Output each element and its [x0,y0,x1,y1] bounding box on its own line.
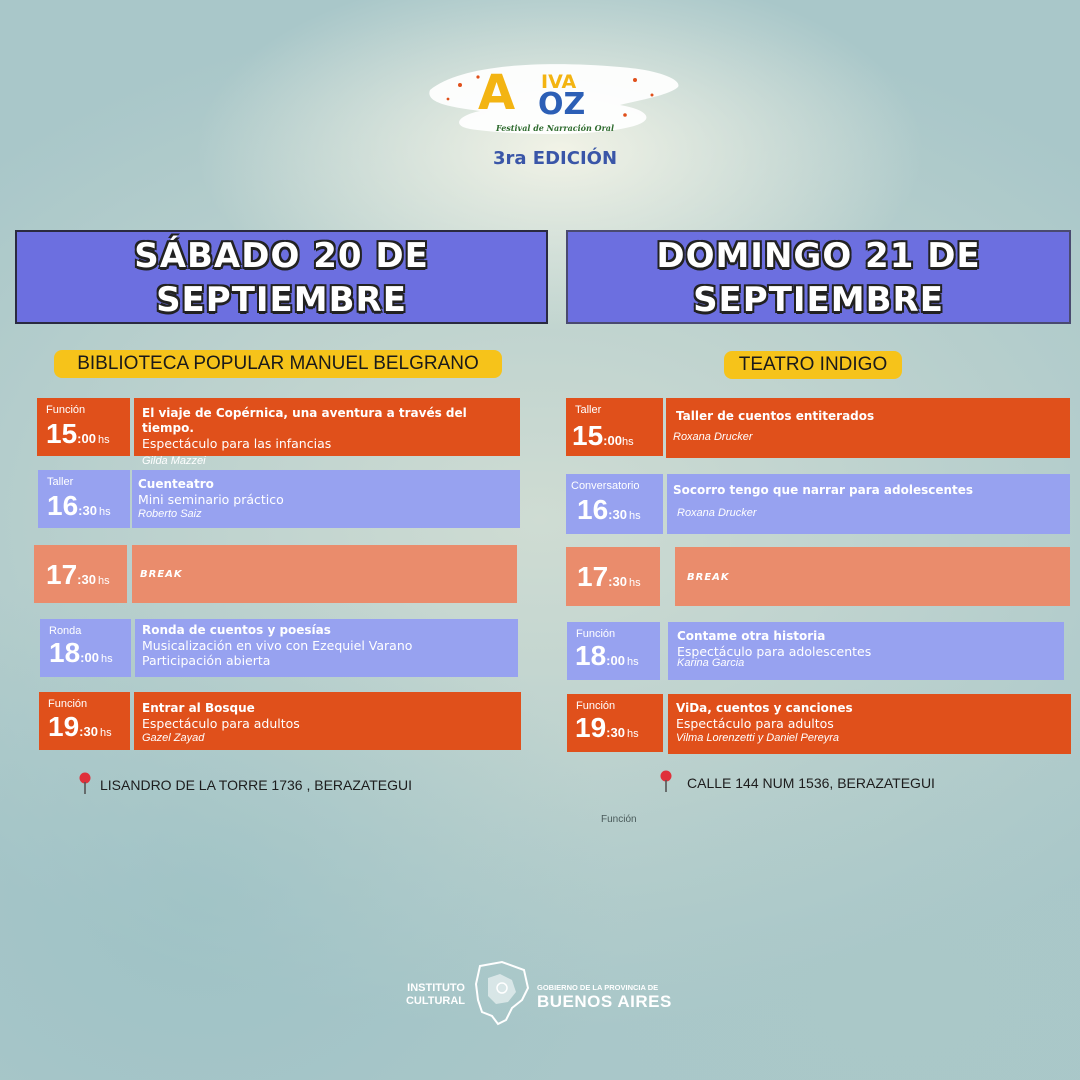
logo-oz: OZ [538,87,586,122]
institute-line2: CULTURAL [405,995,465,1007]
logo-edition: 3ra EDICIÓN [492,148,618,169]
day-title-line2: SEPTIEMBRE [156,280,407,320]
event-kind: Ronda [49,625,82,637]
event-person: Karina Garcia [677,657,745,669]
gov-line1: GOBIERNO DE LA PROVINCIA DE [537,983,659,992]
event-time: 15:00hs [572,420,634,451]
event-person: Vilma Lorenzetti y Daniel Pereyra [676,732,840,744]
location-pin-icon [78,772,92,796]
festival-logo [420,55,690,175]
event-info [135,619,518,677]
time-cell [566,474,663,534]
event-description: Espectáculo para adolescentes [677,644,872,659]
event-person: Roxana Drucker [673,431,753,443]
day-title-line1: DOMINGO 21 DE [656,236,981,276]
event-info [668,694,1071,754]
event-title: Socorro tengo que narrar para adolescentes [673,483,974,497]
event-title: Entrar al Bosque [142,701,255,715]
event-info-break [675,547,1070,606]
location-pin-icon [659,770,673,794]
event-kind: Función [46,404,86,416]
event-title: Cuenteatro [138,477,214,491]
event-kind: Función [576,628,616,640]
event-description: Espectáculo para las infancias [142,436,332,451]
logo-letter-a: A [478,65,514,121]
event-time: 16:30 hs [577,494,641,525]
event-time: 19:30 hs [575,712,639,743]
event-kind: Función [576,700,616,712]
institute-logo-text [393,982,465,1008]
time-cell [567,694,663,752]
event-info [668,622,1064,680]
province-emblem-icon [472,960,532,1026]
event-info [667,474,1070,534]
event-time: 17:30 hs [46,559,110,590]
event-person: Gilda Mazzei [142,455,206,467]
event-info-break [132,545,517,603]
event-kind: Conversatorio [571,480,640,492]
event-time: 18:00 hs [49,637,113,668]
time-cell [37,398,130,456]
logo-iva: IVA [541,71,577,93]
event-title: ViDa, cuentos y canciones [676,701,853,715]
address-sunday: CALLE 144 NUM 1536, BERAZATEGUI [687,775,935,791]
break-label: BREAK [687,572,730,583]
time-cell [566,398,663,456]
day-title-line1: SÁBADO 20 DE [134,236,429,276]
event-kind: Taller [47,476,74,488]
event-time: 19:30 hs [48,711,112,742]
stray-label: Función [601,814,637,825]
venue-label-sunday: TEATRO INDIGO [724,351,902,379]
venue-label-saturday: BIBLIOTECA POPULAR MANUEL BELGRANO [54,350,502,378]
event-kind: Función [48,698,88,710]
gov-line2: BUENOS AIRES [537,992,672,1011]
event-info [666,398,1070,458]
event-time: 16:30 hs [47,490,111,521]
event-title: Taller de cuentos entiterados [676,409,875,423]
time-cell [567,622,660,680]
time-cell [34,545,127,603]
logo-subtitle: Festival de Narración Oral [495,123,615,133]
event-description: Espectáculo para adultos [676,716,834,731]
event-kind: Taller [575,404,602,416]
event-time: 17:30 hs [577,561,641,592]
day-header-sunday [566,230,1071,324]
event-description: Espectáculo para adultos [142,716,300,731]
event-person: Gazel Zayad [142,732,205,744]
day-header-saturday [15,230,548,324]
event-title: El viaje de Copérnica, una aventura a través del tiempo. [142,406,467,435]
time-cell [566,547,660,606]
event-description: Musicalización en vivo con Ezequiel Varano [142,638,413,653]
event-info [134,692,521,750]
day-title-line2: SEPTIEMBRE [693,280,944,320]
address-saturday: LISANDRO DE LA TORRE 1736 , BERAZATEGUI [100,777,412,793]
time-cell [38,470,130,528]
event-time: 15:00 hs [46,418,110,449]
event-title: Contame otra historia [677,629,826,643]
event-info [134,398,520,467]
event-description: Mini seminario práctico [138,492,284,507]
time-cell [40,619,131,677]
event-title: Ronda de cuentos y poesías [142,623,331,637]
break-label: BREAK [140,569,183,580]
event-person: Roberto Saiz [138,508,202,520]
event-description-extra: Participación abierta [142,653,271,668]
event-info [132,470,520,528]
event-person: Roxana Drucker [677,507,757,519]
event-time: 18:00 hs [575,640,639,671]
institute-line1: INSTITUTO [407,982,465,994]
time-cell [39,692,130,750]
